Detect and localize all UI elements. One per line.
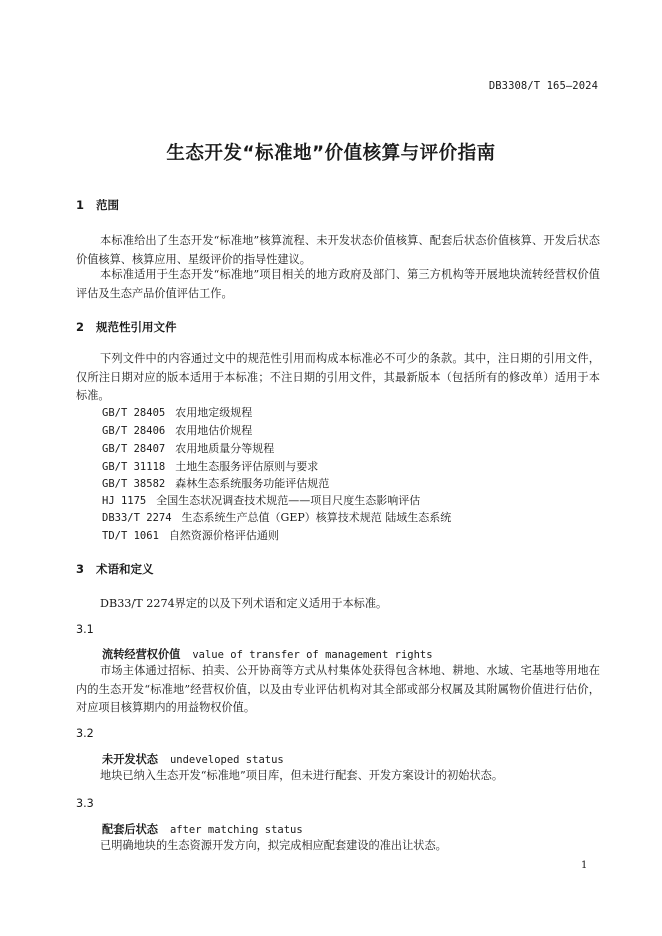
section-3-title: 术语和定义 — [96, 562, 154, 576]
term-en: undeveloped status — [169, 754, 284, 766]
page-number: 1 — [581, 860, 588, 871]
reference-title: 农用地定级规程 — [175, 406, 253, 419]
reference-title: 土地生态服务评估原则与要求 — [175, 460, 319, 473]
section-3-heading — [76, 561, 154, 577]
section-3-number: 3 — [76, 562, 85, 576]
term-zh: 流转经营权价值 — [102, 648, 181, 661]
section-1-paragraph-2: 本标准适用于生态开发“标准地”项目相关的地方政府及部门、第三方机构等开展地块流转经营权价值评估及生态产品价值评估工作。 — [76, 268, 600, 300]
term-number: 3.1 — [76, 623, 94, 636]
term-heading — [102, 646, 433, 662]
section-2-number: 2 — [76, 320, 85, 334]
section-2-paragraph-1: 下列文件中的内容通过文中的规范性引用而构成本标准必不可少的条款。其中，注日期的引用文件，仅所注日期对应的版本适用于本标准；不注日期的引用文件，其最新版本（包括所有的修改单）适用于本标准。 — [76, 352, 600, 402]
reference-code: GB/T 28407 — [102, 443, 166, 455]
reference-item — [102, 440, 274, 456]
reference-code: TD/T 1061 — [102, 530, 159, 542]
standard-code: DB3308/T 165—2024 — [488, 80, 598, 92]
term-definition: 市场主体通过招标、拍卖、公开协商等方式从村集体处获得包含林地、耕地、水域、宅基地等用地在内的生态开发“标准地”经营权价值，以及由专业评估机构对其全部或部分权属及其附属物价值进行估价，对应项目核算期内的用益物权价值。 — [76, 664, 600, 714]
section-2-title: 规范性引用文件 — [96, 320, 177, 334]
reference-title: 生态系统生产总值（GEP）核算技术规范 陆域生态系统 — [181, 511, 452, 524]
reference-title: 农用地质量分等规程 — [175, 442, 275, 455]
term-number: 3.2 — [76, 727, 94, 740]
term-en: value of transfer of management rights — [192, 649, 433, 661]
reference-item — [102, 509, 451, 525]
term-number: 3.3 — [76, 797, 94, 810]
reference-item — [102, 492, 420, 508]
reference-code: GB/T 28405 — [102, 407, 166, 419]
term-heading — [102, 821, 303, 837]
reference-item — [102, 527, 279, 543]
reference-item — [102, 458, 318, 474]
reference-code: HJ 1175 — [102, 495, 147, 507]
term-zh: 配套后状态 — [102, 823, 158, 836]
section-3-paragraph-1: DB33/T 2274界定的以及下列术语和定义适用于本标准。 — [100, 597, 388, 610]
term-zh: 未开发状态 — [102, 753, 158, 766]
reference-title: 自然资源价格评估通则 — [168, 529, 279, 542]
reference-item — [102, 404, 252, 420]
section-1-title: 范围 — [96, 198, 119, 212]
reference-code: GB/T 38582 — [102, 478, 166, 490]
reference-title: 森林生态系统服务功能评估规范 — [175, 477, 330, 490]
reference-title: 农用地估价规程 — [175, 424, 253, 437]
section-1-heading — [76, 197, 119, 213]
document-title: 生态开发“标准地”价值核算与评价指南 — [166, 143, 496, 164]
section-2-heading — [76, 319, 177, 335]
reference-code: GB/T 28406 — [102, 425, 166, 437]
section-1-paragraph-1: 本标准给出了生态开发“标准地”核算流程、未开发状态价值核算、配套后状态价值核算、开发后状态价值核算、核算应用、星级评价的指导性建议。 — [76, 234, 600, 266]
term-definition: 已明确地块的生态资源开发方向，拟完成相应配套建设的准出让状态。 — [100, 839, 447, 852]
reference-title: 全国生态状况调查技术规范——项目尺度生态影响评估 — [156, 494, 421, 507]
reference-item — [102, 422, 252, 438]
term-en: after matching status — [169, 824, 303, 836]
reference-code: DB33/T 2274 — [102, 512, 172, 524]
reference-item — [102, 475, 329, 491]
reference-code: GB/T 31118 — [102, 461, 166, 473]
term-heading — [102, 751, 284, 767]
term-definition: 地块已纳入生态开发“标准地”项目库，但未进行配套、开发方案设计的初始状态。 — [100, 769, 504, 782]
section-1-number: 1 — [76, 198, 85, 212]
